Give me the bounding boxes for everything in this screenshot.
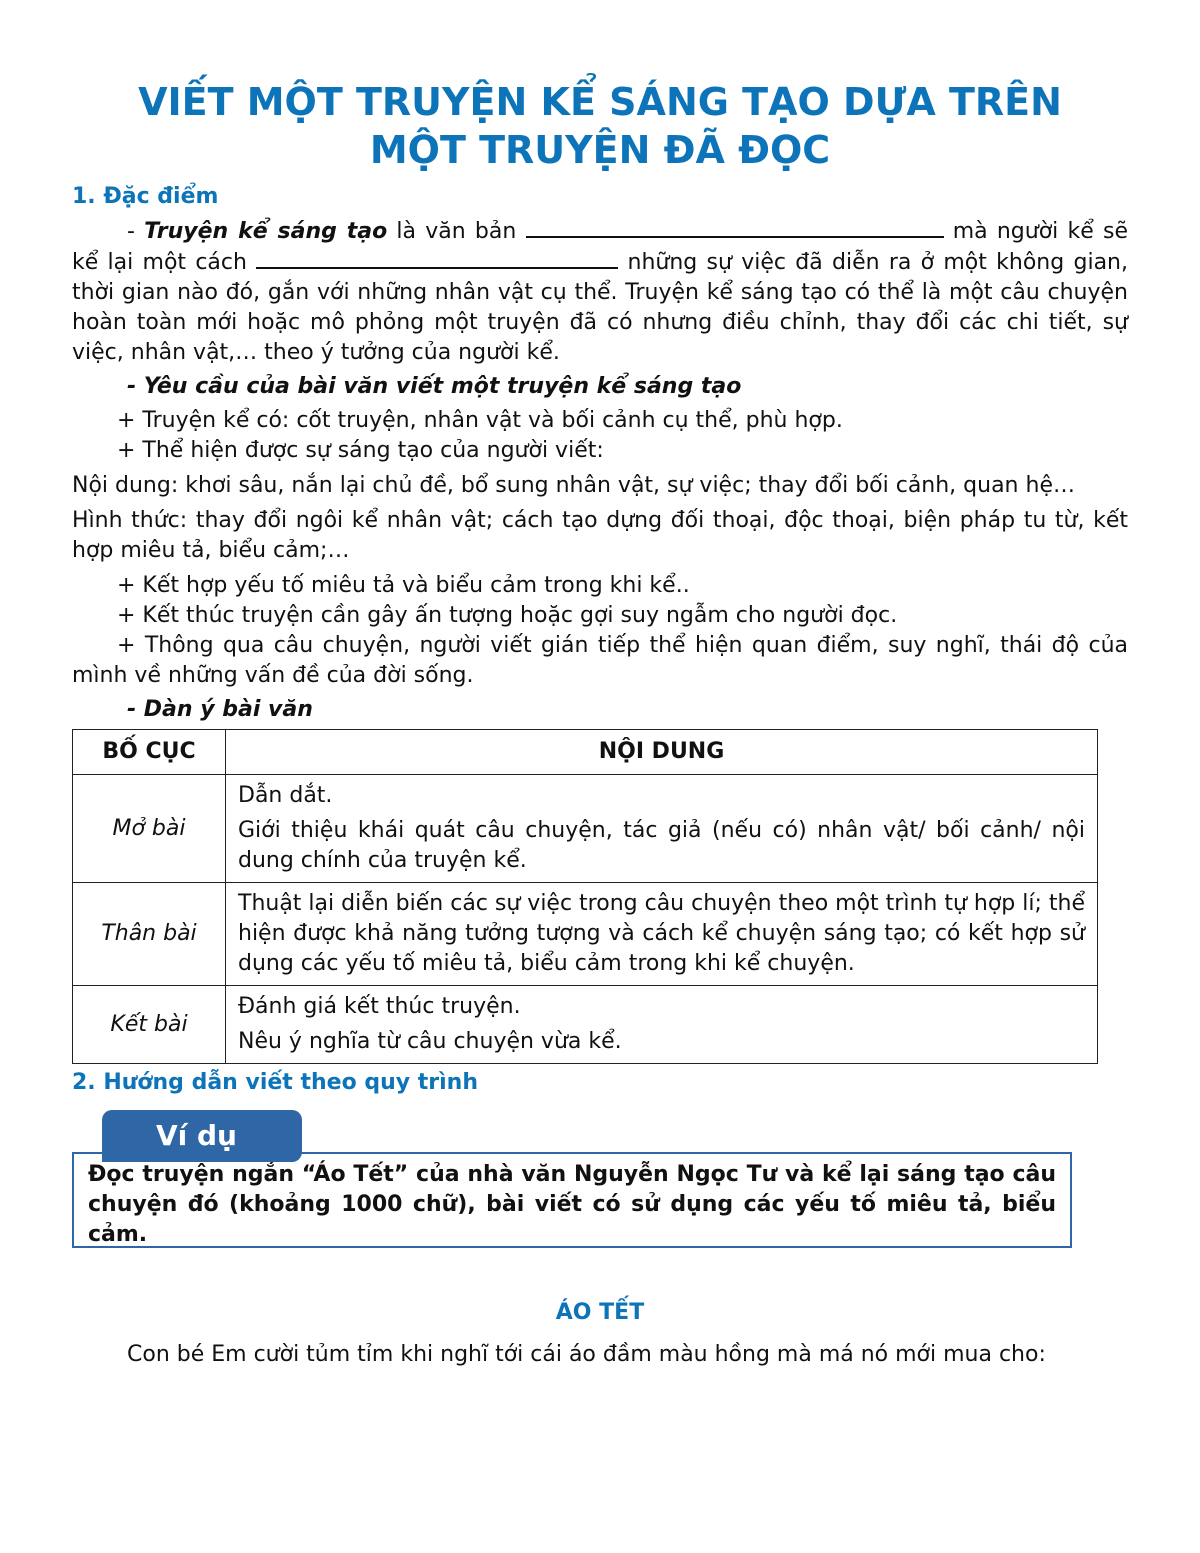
requirement-4: + Kết thúc truyện cần gây ấn tượng hoặc gợi suy ngẫm cho người đọc. xyxy=(117,603,898,628)
outline-table xyxy=(72,729,1098,1064)
outline-heading: - Dàn ý bài văn xyxy=(127,697,313,722)
table-header-row xyxy=(73,730,1098,775)
row-conclusion-line-1: Đánh giá kết thúc truyện. xyxy=(238,994,521,1019)
title-line-2: MỘT TRUYỆN ĐÃ ĐỌC xyxy=(369,128,831,172)
definition-term: Truyện kể sáng tạo xyxy=(144,219,388,244)
document-page xyxy=(72,78,1128,1370)
definition-text-1: là văn bản xyxy=(387,219,526,244)
title-line-1: VIẾT MỘT TRUYỆN KỂ SÁNG TẠO DỰA TRÊN xyxy=(138,80,1062,124)
section-1-heading: 1. Đặc điểm xyxy=(72,184,219,209)
requirement-3: + Kết hợp yếu tố miêu tả và biểu cảm trong khi kể.. xyxy=(117,573,690,598)
row-label-conclusion: Kết bài xyxy=(73,986,226,1064)
story-title: ÁO TẾT xyxy=(555,1300,645,1325)
row-content-body xyxy=(226,883,1098,986)
definition-paragraph xyxy=(72,216,1128,368)
table-row xyxy=(73,986,1098,1064)
definition-dash: - xyxy=(127,219,145,244)
row-content-conclusion xyxy=(226,986,1098,1064)
fill-blank-2[interactable] xyxy=(256,247,618,269)
table-header-structure: BỐ CỤC xyxy=(73,730,226,775)
table-header-content: NỘI DUNG xyxy=(226,730,1098,775)
example-callout xyxy=(72,1110,1128,1256)
requirements-heading: - Yêu cầu của bài văn viết một truyện kể sáng tạo xyxy=(127,374,742,399)
form-line: Hình thức: thay đổi ngôi kể nhân vật; cách tạo dựng đối thoại, độc thoại, biện pháp tu từ, kết hợp miêu tả, biểu cảm;… xyxy=(72,508,1128,563)
requirement-1: + Truyện kể có: cốt truyện, nhân vật và bối cảnh cụ thể, phù hợp. xyxy=(117,408,843,433)
table-row xyxy=(73,883,1098,986)
definition-text-2: mà người kể sẽ kể lại một cách xyxy=(72,219,1128,275)
definition-text-3: những sự việc đã diễn ra ở một không gian, thời gian nào đó, gắn với những nhân vật cụ thể. Truyện kể sáng tạo có thể là một câu chuyện hoàn toàn mới hoặc mô phỏng một truyện đã có nhưng điều chỉnh, thay đổi các chi tiết, sự việc, nhân vật,… theo ý tưởng của người kể. xyxy=(72,250,1128,365)
row-content-intro xyxy=(226,775,1098,883)
row-label-body: Thân bài xyxy=(73,883,226,986)
row-intro-line-1: Dẫn dắt. xyxy=(238,783,333,808)
requirement-2: + Thể hiện được sự sáng tạo của người viết: xyxy=(117,438,604,463)
fill-blank-1[interactable] xyxy=(526,216,944,238)
row-intro-line-2: Giới thiệu khái quát câu chuyện, tác giả (nếu có) nhân vật/ bối cảnh/ nội dung chính của truyện kể. xyxy=(238,818,1085,873)
example-tab: Ví dụ xyxy=(102,1110,302,1162)
example-box: Đọc truyện ngắn “Áo Tết” của nhà văn Nguyễn Ngọc Tư và kể lại sáng tạo câu chuyện đó (khoảng 1000 chữ), bài viết có sử dụng các yếu tố miêu tả, biểu cảm. xyxy=(72,1152,1072,1248)
requirement-5: + Thông qua câu chuyện, người viết gián tiếp thể hiện quan điểm, suy nghĩ, thái độ của mình về những vấn đề của đời sống. xyxy=(72,633,1128,688)
row-body-line-1: Thuật lại diễn biến các sự việc trong câu chuyện theo một trình tự hợp lí; thể hiện được khả năng tưởng tượng và cách kể chuyện sáng tạo; có kết hợp sử dụng các yếu tố miêu tả, biểu cảm trong khi kể chuyện. xyxy=(238,891,1085,976)
table-row xyxy=(73,775,1098,883)
content-line: Nội dung: khơi sâu, nắn lại chủ đề, bổ sung nhân vật, sự việc; thay đổi bối cảnh, quan hệ… xyxy=(72,473,1075,498)
row-label-intro: Mở bài xyxy=(73,775,226,883)
document-title xyxy=(72,78,1128,174)
story-opening: Con bé Em cười tủm tỉm khi nghĩ tới cái áo đầm màu hồng mà má nó mới mua cho: xyxy=(127,1342,1046,1367)
row-conclusion-line-2: Nêu ý nghĩa từ câu chuyện vừa kể. xyxy=(238,1029,622,1054)
section-2-heading: 2. Hướng dẫn viết theo quy trình xyxy=(72,1070,478,1095)
